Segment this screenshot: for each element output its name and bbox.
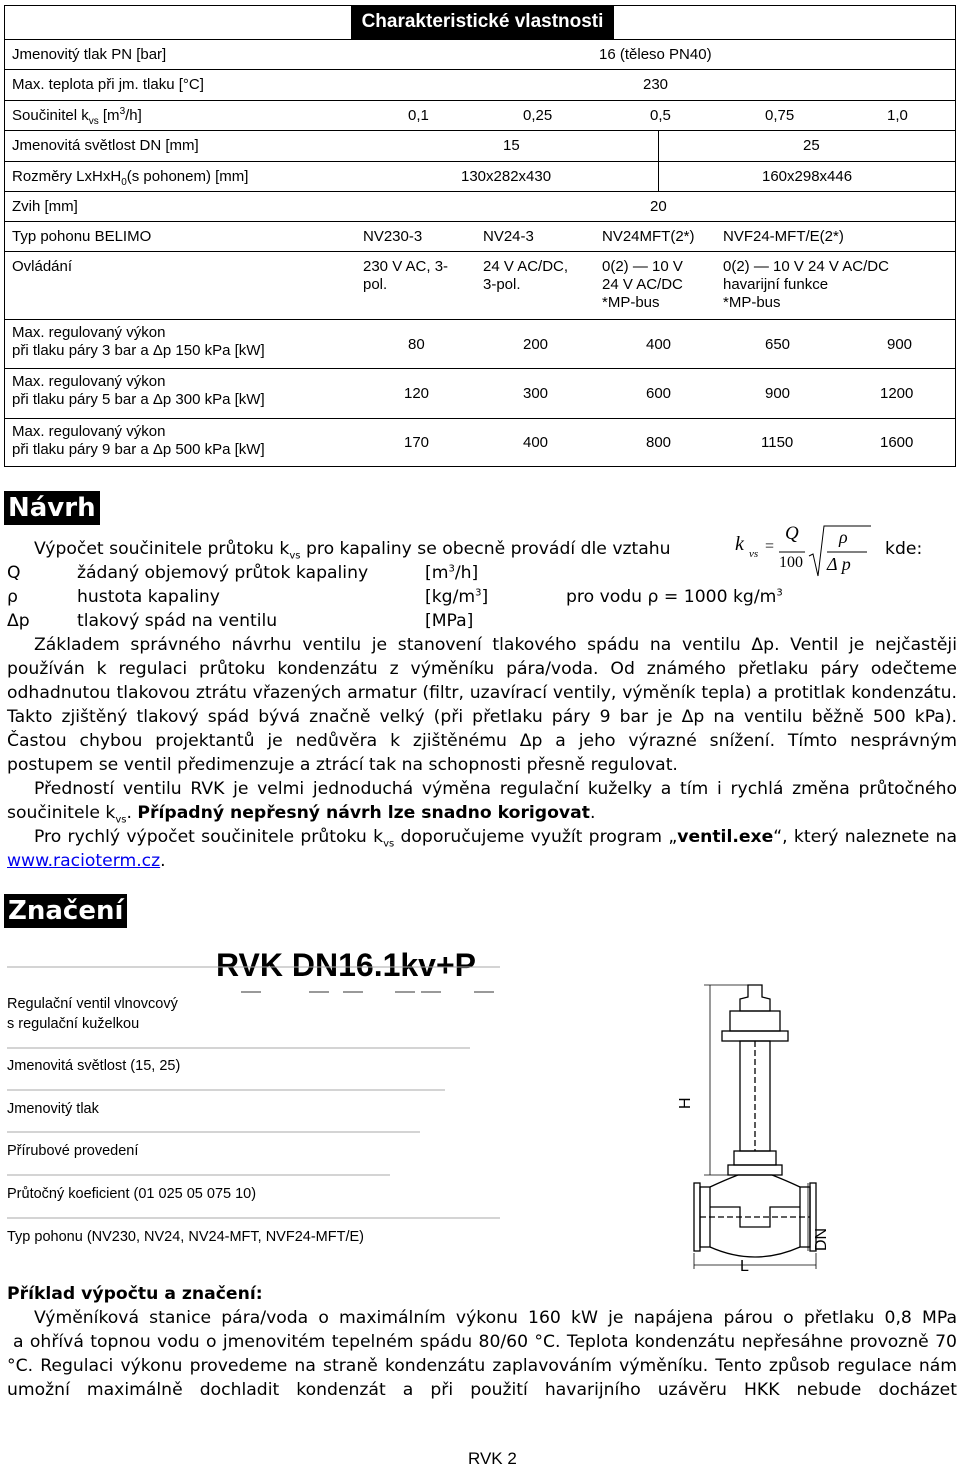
stroke-label: Zvih [mm]: [12, 198, 78, 215]
type-code: RVK DN16.1kv+P: [216, 947, 476, 983]
def-symbol: ρ: [7, 587, 18, 607]
website-link[interactable]: www.racioterm.cz: [7, 851, 161, 871]
control-value: 230 V AC, 3- pol.: [363, 258, 449, 293]
control-label: Ovládání: [12, 258, 73, 275]
code-label: Regulační ventil vlnovcový s regulační kuželkou: [7, 996, 178, 1032]
example-line: °C. Regulaci výkonu provedeme na straně kondenzátu zaplavováním výměníku. Tento způsob regulace nám: [7, 1356, 957, 1376]
kvs-value: 0,1: [408, 107, 429, 124]
actuator-value: NV230-3: [363, 228, 423, 245]
kvs-value: 0,75: [765, 107, 795, 124]
kvs-label: Součinitel $k_{vs}$ $[m^3/h]$: [12, 106, 142, 127]
example-line: a ohřívá topnou vodu o jmenovitém tepelném spádu 80/60 °C. Teplota kondenzátu nepřesáhne provozně 70: [13, 1332, 957, 1352]
power-value: 80: [408, 336, 425, 353]
power-label: Max. regulovaný výkon při tlaku páry 5 bar a Δp 300 kPa [kW]: [12, 373, 265, 408]
section-heading-navrh: Návrh: [4, 491, 100, 525]
paragraph-line: Častou chybou projektantů je nedůvěra k zjištěnému Δp a jeho výrazné snížení. Tímto nesprávným: [7, 731, 957, 751]
def-unit: $[m^3/h]$: [425, 563, 479, 583]
navrh-intro: Výpočet součinitele průtoku $k_{vs}$ pro kapaliny se obecně provádí dle vztahu: [34, 539, 671, 562]
kvs-formula: k vs = Q 100 ρ Δ p: [735, 520, 875, 580]
dimension-l: L: [740, 1258, 749, 1275]
code-label: Přírubové provedení: [7, 1143, 139, 1159]
example-line: umožní maximálně dochladit kondenzát a při použití havarijního uzávěru HKK nebude docházet: [7, 1380, 957, 1400]
stroke-value: 20: [650, 198, 667, 215]
paragraph-line: Předností ventilu RVK je velmi jednoduchá výměna regulační kuželky a tím i rychlá změna průtočného: [34, 779, 957, 799]
def-symbol: Q: [7, 563, 21, 583]
control-value: 0(2) — 10 V 24 V AC/DC *MP-bus: [602, 258, 683, 311]
power-value: 200: [523, 336, 549, 353]
dimension-dn: DN: [813, 1227, 830, 1251]
power-value: 600: [646, 385, 672, 402]
def-desc: hustota kapaliny: [77, 587, 220, 607]
code-label: Jmenovitý tlak: [7, 1101, 99, 1117]
paragraph-line: Pro rychlý výpočet součinitele průtoku $k_{vs}$ doporučujeme využít program „ventil.exe“, který naleznete na: [34, 827, 957, 850]
formula-kde: kde:: [885, 539, 923, 559]
kvs-value: 0,5: [650, 107, 671, 124]
dn-value: 15: [503, 137, 520, 154]
pn-value: 16 (těleso PN40): [599, 46, 712, 63]
kvs-value: 1,0: [887, 107, 908, 124]
spec-table: [4, 5, 956, 467]
pn-label: Jmenovitý tlak PN [bar]: [12, 46, 167, 63]
def-desc: tlakový spád na ventilu: [77, 611, 278, 631]
def-unit: $[kg/m^3]$: [425, 587, 489, 607]
power-value: 1600: [880, 434, 914, 451]
actuator-value: NV24MFT(2*): [602, 228, 695, 245]
def-symbol: Δp: [7, 611, 30, 631]
dims-value: 160x298x446: [762, 168, 853, 185]
actuator-label: Typ pohonu BELIMO: [12, 228, 152, 245]
power-value: 400: [523, 434, 549, 451]
valve-drawing: [670, 975, 840, 1275]
paragraph-line: Takto zjištěný tlakový spád bývá značně velký (při přetlaku páry 9 bar je Δp na ventilu běžně 500 kPa).: [7, 707, 957, 727]
control-value: 24 V AC/DC, 3-pol.: [483, 258, 569, 293]
kvs-value: 0,25: [523, 107, 553, 124]
control-value: 0(2) — 10 V 24 V AC/DC havarijní funkce *MP-bus: [723, 258, 889, 311]
page-footer: RVK 2: [468, 1449, 517, 1468]
dimension-h: H: [677, 1097, 694, 1109]
power-value: 1150: [761, 434, 794, 451]
power-value: 120: [404, 385, 430, 402]
power-value: 1200: [880, 385, 914, 402]
power-value: 650: [765, 336, 791, 353]
paragraph-line: www.racioterm.cz.: [7, 851, 166, 871]
dims-value: 130x282x430: [461, 168, 552, 185]
code-label: Průtočný koeficient (01 025 05 075 10): [7, 1186, 257, 1202]
power-label: Max. regulovaný výkon při tlaku páry 9 bar a Δp 500 kPa [kW]: [12, 423, 265, 458]
paragraph-line: odhadnutou tlakovou ztrátu vřazených armatur (filtr, uzavírací ventily, výměník tepla) a protitlak kondenzátu.: [7, 683, 957, 703]
paragraph-line: součinitele $k_{vs}$. Případný nepřesný návrh lze snadno korigovat.: [7, 803, 596, 826]
actuator-value: NVF24-MFT/E(2*): [723, 228, 844, 245]
dn-value: 25: [803, 137, 820, 154]
paragraph-line: používán k regulaci průtoku kondenzátu z výměníku pára/voda. Od známého přetlaku páry odečteme: [7, 659, 957, 679]
example-title: Příklad výpočtu a značení:: [7, 1284, 263, 1304]
power-value: 800: [646, 434, 672, 451]
dims-label: Rozměry LxHxH$_0$(s pohonem) [mm]: [12, 168, 249, 188]
power-value: 400: [646, 336, 672, 353]
code-label: Typ pohonu (NV230, NV24, NV24-MFT, NVF24-MFT/E): [7, 1229, 364, 1245]
section-heading-znaceni: Značení: [4, 894, 127, 928]
table-title: Charakteristické vlastnosti: [351, 5, 614, 39]
power-value: 170: [404, 434, 430, 451]
dn-label: Jmenovitá světlost DN [mm]: [12, 137, 199, 154]
temp-value: 230: [643, 76, 669, 93]
power-value: 900: [887, 336, 913, 353]
actuator-value: NV24-3: [483, 228, 534, 245]
temp-label: Max. teplota při jm. tlaku [°C]: [12, 76, 204, 93]
paragraph-line: postupem se ventil předimenzuje a ztrácí tak na schopnosti přesně regulovat.: [7, 755, 678, 775]
example-line: Výměníková stanice pára/voda o maximálním výkonu 160 kW je napájena párou o přetlaku 0,8 MPa: [34, 1308, 957, 1328]
def-unit: [MPa]: [425, 611, 474, 631]
paragraph-line: Základem správného návrhu ventilu je stanovení tlakového spádu na ventilu Δp. Ventil je nejčastěji: [34, 635, 957, 655]
code-label: Jmenovitá světlost (15, 25): [7, 1058, 181, 1074]
power-label: Max. regulovaný výkon při tlaku páry 3 bar a Δp 150 kPa [kW]: [12, 324, 265, 359]
power-value: 300: [523, 385, 549, 402]
def-desc: žádaný objemový průtok kapaliny: [77, 563, 369, 583]
def-note: pro vodu ρ = 1000 $kg/m^3$: [566, 587, 783, 607]
power-value: 900: [765, 385, 791, 402]
